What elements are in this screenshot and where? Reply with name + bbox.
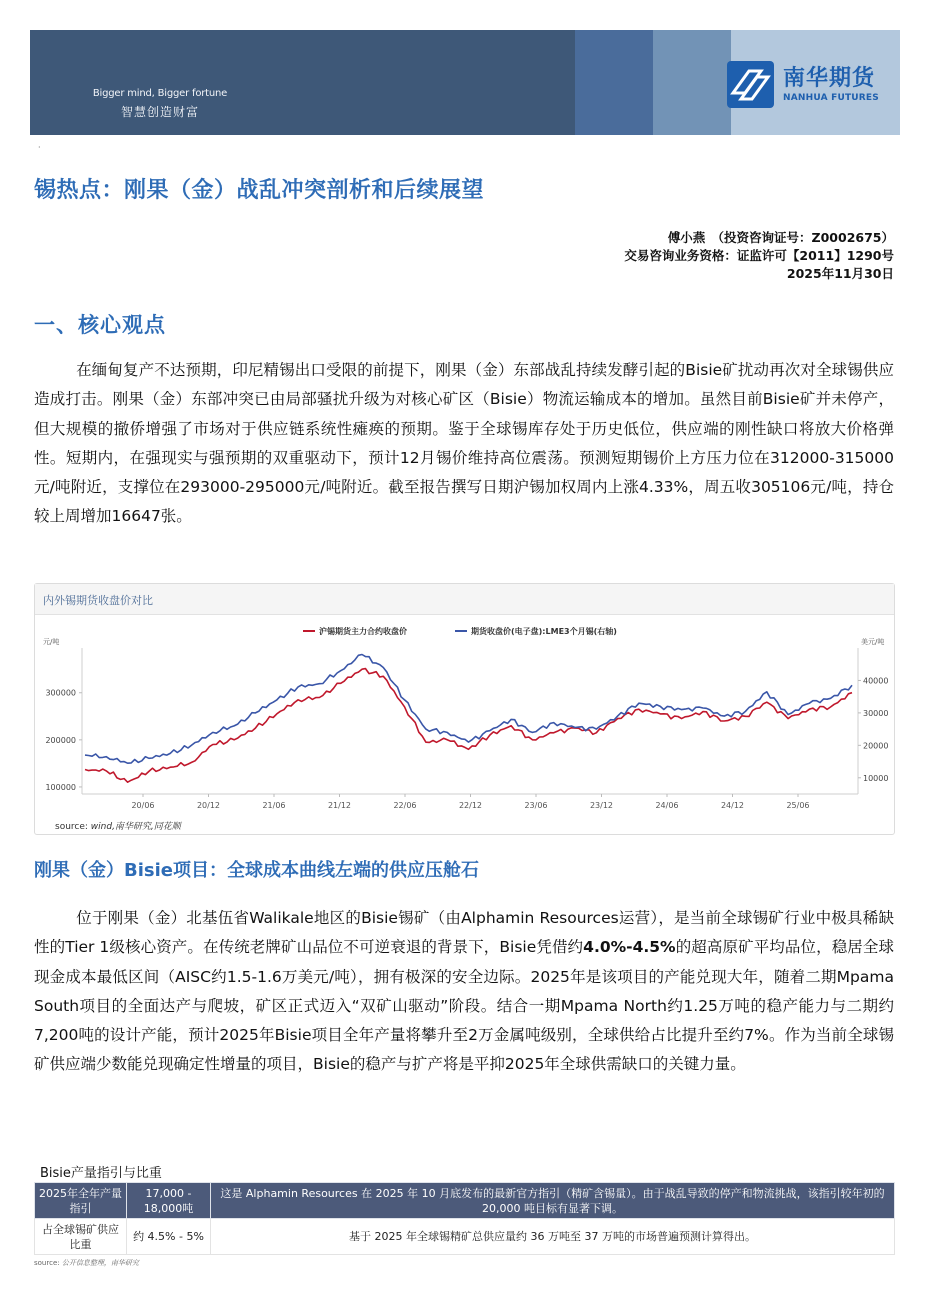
svg-text:23/06: 23/06 <box>524 801 548 810</box>
bisie-text-1: 位于刚果（金）北基伍省Walikale地区的Bisie锡矿（由Alphamin Resources运营），是当前全球锡矿行业中极具稀缺性的Tier 1级核心资产。在传统老牌矿山品位不可逆衰退的背景下，Bisie凭借约 <box>34 909 894 957</box>
author-line: 傅小燕 （投资咨询证号：Z0002675） <box>667 230 894 245</box>
svg-text:24/12: 24/12 <box>720 801 745 810</box>
bisie-table <box>34 1182 895 1255</box>
report-meta <box>624 229 894 283</box>
table-cell-value: 约 4.5% - 5% <box>127 1219 211 1255</box>
logo-en: NANHUA FUTURES <box>783 92 879 103</box>
slogan-cn: 智慧创造财富 <box>120 105 199 119</box>
table-cell-label: 2025年全年产量指引 <box>35 1183 127 1219</box>
banner-dark-segment <box>30 30 575 135</box>
svg-text:40000: 40000 <box>863 676 889 686</box>
svg-text:100000: 100000 <box>45 782 76 792</box>
svg-text:22/12: 22/12 <box>458 801 483 810</box>
company-logo <box>727 61 879 108</box>
svg-text:24/06: 24/06 <box>655 801 679 810</box>
svg-text:25/06: 25/06 <box>786 801 810 810</box>
svg-text:沪锡期货主力合约收盘价: 沪锡期货主力合约收盘价 <box>319 627 407 636</box>
bisie-grade-bold: 4.0%-4.5% <box>583 938 676 957</box>
slogan <box>90 88 230 120</box>
svg-text:21/12: 21/12 <box>327 801 352 810</box>
chart-source <box>55 819 181 832</box>
table-cell-note: 基于 2025 年全球锡精矿总供应量约 36 万吨至 37 万吨的市场普遍预测计算得出。 <box>211 1219 895 1255</box>
logo-mark-icon <box>727 61 774 108</box>
section-heading-bisie: 刚果（金）Bisie项目：全球成本曲线左端的供应压舱石 <box>34 860 479 881</box>
license-line: 交易咨询业务资格：证监许可【2011】1290号 <box>624 248 894 263</box>
logo-cn: 南华期货 <box>783 65 876 91</box>
svg-text:22/06: 22/06 <box>393 801 417 810</box>
svg-text:10000: 10000 <box>863 773 889 783</box>
table-cell-value: 17,000 - 18,000吨 <box>127 1183 211 1219</box>
svg-text:23/12: 23/12 <box>589 801 614 810</box>
svg-text:美元/吨: 美元/吨 <box>861 638 885 646</box>
table-cell-note: 这是 Alphamin Resources 在 2025 年 10 月底发布的最新官方指引（精矿含锡量）。由于战乱导致的停产和物流挑战，该指引较年初的 20,000 吨目标有显著下调。 <box>211 1183 895 1219</box>
section-heading-core-views: 一、核心观点 <box>34 313 166 337</box>
banner-segment-3 <box>653 30 731 135</box>
report-date: 2025年11月30日 <box>786 266 894 281</box>
bullet-dot: · <box>38 143 41 152</box>
svg-text:300000: 300000 <box>45 688 76 698</box>
table-source-label: source: <box>34 1259 60 1267</box>
chart-title: 内外锡期货收盘价对比 <box>35 584 894 615</box>
table-row <box>35 1219 895 1255</box>
svg-text:20/06: 20/06 <box>131 801 155 810</box>
table-source <box>34 1258 139 1268</box>
svg-text:30000: 30000 <box>863 708 889 718</box>
svg-text:20/12: 20/12 <box>196 801 221 810</box>
table-title: Bisie产量指引与比重 <box>40 1166 162 1181</box>
table-row <box>35 1183 895 1219</box>
core-views-text: 在缅甸复产不达预期，印尼精锡出口受限的前提下，刚果（金）东部战乱持续发酵引起的Bisie矿扰动再次对全球锡供应造成打击。刚果（金）东部冲突已由局部骚扰升级为对核心矿区（Bisie）物流运输成本的增加。虽然目前Bisie矿并未停产，但大规模的撤侨增强了市场对于供应链系统性瘫痪的预期。鉴于全球锡库存处于历史低位，供应端的刚性缺口将放大价格弹性。短期内，在强现实与强预期的双重驱动下，预计12月锡价维持高位震荡。预测短期锡价上方压力位在312000-315000元/吨附近，支撑位在293000-295000元/吨附近。截至报告撰写日期沪锡加权周内上涨4.33%，周五收305106元/吨，持仓较上周增加16647张。 <box>34 361 894 526</box>
svg-text:期货收盘价(电子盘):LME3个月锡(右轴): 期货收盘价(电子盘):LME3个月锡(右轴) <box>471 627 617 636</box>
bisie-text-2: 的超高原矿平均品位，稳居全球现金成本最低区间（AISC约1.5-1.6万美元/吨），拥有极深的安全边际。2025年是该项目的产能兑现大年，随着二期Mpama South项目的全面达产与爬坡，矿区正式迈入“双矿山驱动”阶段。结合一期Mpama North约1.25万吨的稳产能力与二期约7,200吨的设计产能，预计2025年Bisie项目全年产量将攀升至2万金属吨级别，全球供给占比提升至约7%。作为当前全球锡矿供应端少数能兑现确定性增量的项目，Bisie的稳产与扩产将是平抑2025年全球供需缺口的关键力量。 <box>34 938 894 1074</box>
svg-text:21/06: 21/06 <box>262 801 286 810</box>
banner-segment-2 <box>575 30 653 135</box>
chart-source-label: source: <box>55 822 88 832</box>
bisie-paragraph <box>34 904 894 1080</box>
svg-text:20000: 20000 <box>863 741 889 751</box>
svg-text:元/吨: 元/吨 <box>43 638 60 646</box>
table-source-text: 公开信息整理，南华研究 <box>61 1259 139 1267</box>
chart-card <box>34 583 895 835</box>
svg-text:200000: 200000 <box>45 735 76 745</box>
price-comparison-chart <box>35 616 896 816</box>
core-views-paragraph <box>34 356 894 532</box>
table-cell-label: 占全球锡矿供应比重 <box>35 1219 127 1255</box>
slogan-en: Bigger mind, Bigger fortune <box>92 88 228 99</box>
report-title: 锡热点：刚果（金）战乱冲突剖析和后续展望 <box>34 178 485 203</box>
logo-text <box>783 67 879 103</box>
chart-source-text: wind,南华研究,同花顺 <box>90 822 181 832</box>
